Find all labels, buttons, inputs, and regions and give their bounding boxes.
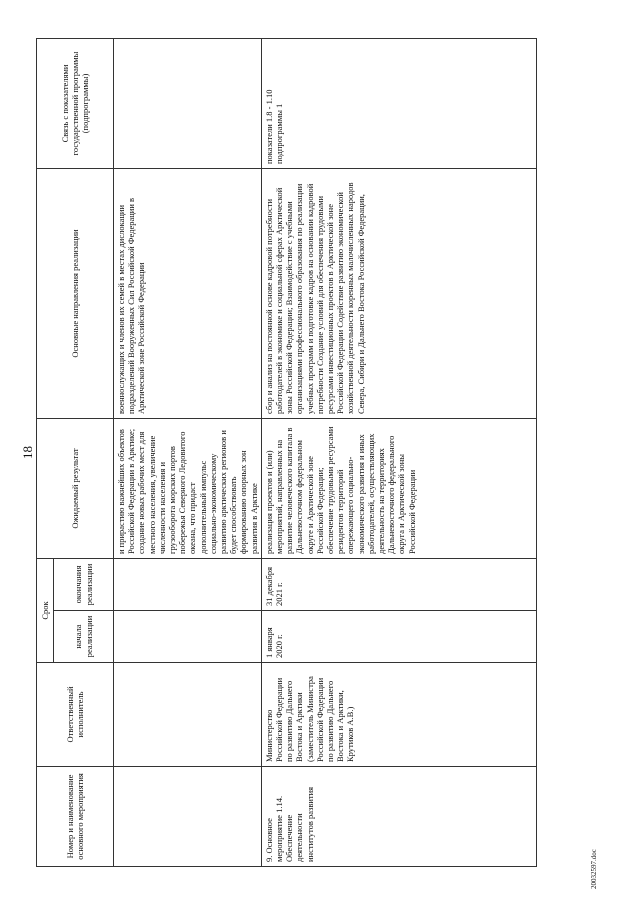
row1-start: [114, 611, 262, 663]
row1-executor: [114, 663, 262, 767]
table-row: [114, 39, 262, 867]
row1-result: и прирастию важнейших объектов Российской Федерации в Арктике; создание новых рабочих мест для местного населения, увеличение численности населения и грузооборота морских портов побережья Северного Ледовитого океана, что придаст дополнительный импульс социально-экономическому развитию арктических регионов и будет способствовать формированию опорных зон развития в Арктике: [114, 419, 262, 559]
table-row: [261, 39, 536, 867]
col-start-header: начала реализации: [54, 611, 114, 663]
row1-end: [114, 559, 262, 611]
row2-link: показатели 1.8 - 1.10 подпрограммы 1: [261, 39, 536, 169]
row2-executor: Министерство Российской Федерации по развитию Дальнего Востока и Арктики (заместитель Министра Российской Федерации по развитию Дальнего Востока и Арктики, Крутиков А.В.): [261, 663, 536, 767]
file-name-footer: 20032597.doc: [590, 849, 598, 889]
row2-start: 1 января 2020 г.: [261, 611, 536, 663]
col-link-header: Связь с показателями государственной программы (подпрограммы): [37, 39, 114, 169]
table-header-row: [37, 39, 54, 867]
row1-link: [114, 39, 262, 169]
col-executor-header: Ответственный исполнитель: [37, 663, 114, 767]
page-number: 18: [20, 446, 35, 459]
row1-name: [114, 767, 262, 867]
row2-name: 9. Основное мероприятие 1.14. Обеспечение деятельности институтов развития: [261, 767, 536, 867]
col-result-header: Ожидаемый результат: [37, 419, 114, 559]
measures-table: [36, 38, 537, 867]
row2-result: реализация проектов и (или) мероприятий, направленных на развитие человеческого капитала в Дальневосточном федеральном округе и Арктической зоне Российской Федерации; обеспечение трудовыми ресурсами резидентов территорий опережающего социально-экономического развития и иных работодателей, осуществляющих деятельность на территориях Дальневосточного федерального округа и Арктической зоны Российской Федерации: [261, 419, 536, 559]
col-directions-header: Основные направления реализации: [37, 169, 114, 419]
row2-directions: сбор и анализ на постоянной основе кадровой потребности работодателей в экономике и социальной сферах Арктической зоны Российской Федерации; Взаимодействие с учебными организациями профессионального образования по реализации учебных программ и подготовке кадров на основании кадровой потребности Создание условий для обеспечения трудовыми ресурсами инвестиционных проектов в Арктической зоне Российской Федерации Содействие развитию экономической хозяйственной деятельности коренных малочисленных народов Севера, Сибири и Дальнего Востока Российской Федерации,: [261, 169, 536, 419]
row1-directions: военнослужащих и членов их семей в местах дислокации подразделений Вооруженных Сил Российской Федерации в Арктической зоне Российской Федерации: [114, 169, 262, 419]
col-name-header: Номер и наименование основного мероприятия: [37, 767, 114, 867]
col-end-header: окончания реализации: [54, 559, 114, 611]
col-srok-header: Срок: [37, 559, 54, 663]
row2-end: 31 декабря 2021 г.: [261, 559, 536, 611]
